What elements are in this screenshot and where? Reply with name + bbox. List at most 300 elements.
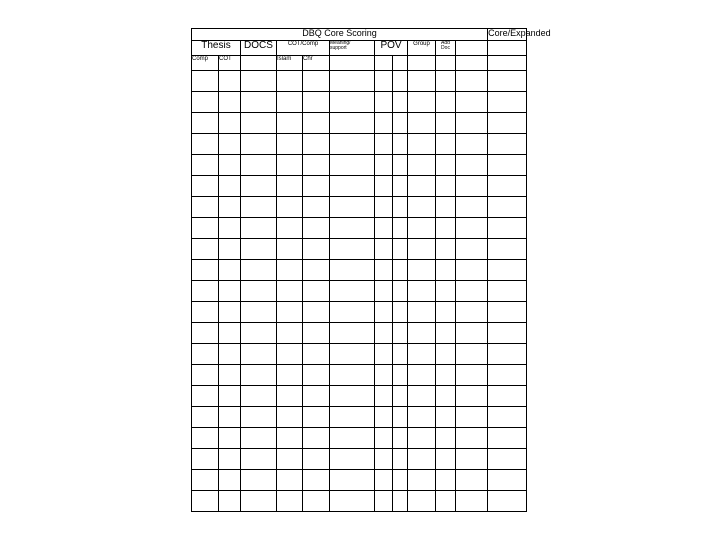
score-cell[interactable] xyxy=(393,344,408,365)
score-cell[interactable] xyxy=(488,92,527,113)
score-cell[interactable] xyxy=(241,407,277,428)
score-cell[interactable] xyxy=(393,302,408,323)
score-cell[interactable] xyxy=(277,386,303,407)
score-cell[interactable] xyxy=(303,92,330,113)
score-cell[interactable] xyxy=(436,491,456,512)
score-cell[interactable] xyxy=(303,428,330,449)
score-cell[interactable] xyxy=(456,197,488,218)
score-cell[interactable] xyxy=(192,281,219,302)
score-cell[interactable] xyxy=(393,155,408,176)
score-cell[interactable] xyxy=(393,92,408,113)
score-cell[interactable] xyxy=(219,239,241,260)
score-cell[interactable] xyxy=(192,428,219,449)
score-cell[interactable] xyxy=(241,176,277,197)
score-cell[interactable] xyxy=(192,260,219,281)
score-cell[interactable] xyxy=(456,176,488,197)
score-cell[interactable] xyxy=(219,365,241,386)
meaning-support-line1: Meaning/ xyxy=(330,40,351,46)
score-cell[interactable] xyxy=(277,344,303,365)
score-cell[interactable] xyxy=(330,449,375,470)
score-cell[interactable] xyxy=(456,386,488,407)
score-cell[interactable] xyxy=(330,407,375,428)
group-header: Group xyxy=(408,41,436,56)
score-cell[interactable] xyxy=(436,197,456,218)
add-doc-line2: Doc xyxy=(441,45,450,51)
score-cell[interactable] xyxy=(456,281,488,302)
score-cell[interactable] xyxy=(393,428,408,449)
score-row xyxy=(192,302,527,323)
score-cell[interactable] xyxy=(436,218,456,239)
score-cell[interactable] xyxy=(375,407,393,428)
score-cell[interactable] xyxy=(488,197,527,218)
score-cell[interactable] xyxy=(375,323,393,344)
score-cell[interactable] xyxy=(219,197,241,218)
score-cell[interactable] xyxy=(241,449,277,470)
score-cell[interactable] xyxy=(219,134,241,155)
score-cell[interactable] xyxy=(241,281,277,302)
score-cell[interactable] xyxy=(436,428,456,449)
score-cell[interactable] xyxy=(408,407,436,428)
score-cell[interactable] xyxy=(241,323,277,344)
score-cell[interactable] xyxy=(277,491,303,512)
score-cell[interactable] xyxy=(219,344,241,365)
score-cell[interactable] xyxy=(219,428,241,449)
score-cell[interactable] xyxy=(375,470,393,491)
score-cell[interactable] xyxy=(219,113,241,134)
score-cell[interactable] xyxy=(375,113,393,134)
add-doc-line1: Add xyxy=(441,40,450,46)
score-cell[interactable] xyxy=(393,281,408,302)
score-cell[interactable] xyxy=(330,71,375,92)
subheader-empty-cell xyxy=(375,56,393,71)
score-cell[interactable] xyxy=(241,239,277,260)
score-cell[interactable] xyxy=(408,470,436,491)
score-cell[interactable] xyxy=(488,260,527,281)
chr-subheader: Chr xyxy=(303,56,330,71)
score-cell[interactable] xyxy=(277,134,303,155)
score-cell[interactable] xyxy=(408,365,436,386)
score-cell[interactable] xyxy=(375,365,393,386)
score-cell[interactable] xyxy=(330,260,375,281)
score-cell[interactable] xyxy=(488,449,527,470)
score-row xyxy=(192,260,527,281)
docs-header: DOCS xyxy=(241,41,277,56)
score-cell[interactable] xyxy=(303,71,330,92)
score-cell[interactable] xyxy=(303,281,330,302)
score-cell[interactable] xyxy=(375,449,393,470)
score-cell[interactable] xyxy=(277,155,303,176)
score-cell[interactable] xyxy=(436,302,456,323)
score-cell[interactable] xyxy=(456,470,488,491)
score-cell[interactable] xyxy=(375,92,393,113)
subheader-empty-cell xyxy=(488,56,527,71)
score-cell[interactable] xyxy=(436,155,456,176)
score-cell[interactable] xyxy=(303,449,330,470)
score-cell[interactable] xyxy=(192,365,219,386)
add-doc-header xyxy=(436,41,456,56)
score-cell[interactable] xyxy=(408,491,436,512)
subheader-empty-cell xyxy=(456,56,488,71)
pov-header: POV xyxy=(375,41,408,56)
score-cell[interactable] xyxy=(219,260,241,281)
score-cell[interactable] xyxy=(436,71,456,92)
score-cell[interactable] xyxy=(192,323,219,344)
score-cell[interactable] xyxy=(393,239,408,260)
score-cell[interactable] xyxy=(375,260,393,281)
score-cell[interactable] xyxy=(277,113,303,134)
comp-subheader: Comp xyxy=(192,56,219,71)
score-cell[interactable] xyxy=(436,281,456,302)
score-cell[interactable] xyxy=(192,71,219,92)
score-cell[interactable] xyxy=(488,218,527,239)
score-cell[interactable] xyxy=(375,491,393,512)
score-cell[interactable] xyxy=(277,260,303,281)
score-cell[interactable] xyxy=(303,155,330,176)
score-cell[interactable] xyxy=(375,155,393,176)
score-row xyxy=(192,134,527,155)
score-cell[interactable] xyxy=(436,470,456,491)
score-cell[interactable] xyxy=(219,218,241,239)
score-cell[interactable] xyxy=(375,281,393,302)
subheader-row xyxy=(192,56,527,71)
score-cell[interactable] xyxy=(330,470,375,491)
score-cell[interactable] xyxy=(488,491,527,512)
score-cell[interactable] xyxy=(241,155,277,176)
score-row xyxy=(192,344,527,365)
score-cell[interactable] xyxy=(393,323,408,344)
subheader-empty-cell xyxy=(241,56,277,71)
score-cell[interactable] xyxy=(241,302,277,323)
score-cell[interactable] xyxy=(303,407,330,428)
score-cell[interactable] xyxy=(192,197,219,218)
score-cell[interactable] xyxy=(375,239,393,260)
score-cell[interactable] xyxy=(192,92,219,113)
score-row xyxy=(192,218,527,239)
score-cell[interactable] xyxy=(241,491,277,512)
score-cell[interactable] xyxy=(303,365,330,386)
score-cell[interactable] xyxy=(488,365,527,386)
score-cell[interactable] xyxy=(456,449,488,470)
score-cell[interactable] xyxy=(393,197,408,218)
score-cell[interactable] xyxy=(436,449,456,470)
score-cell[interactable] xyxy=(456,155,488,176)
score-cell[interactable] xyxy=(393,386,408,407)
score-cell[interactable] xyxy=(303,323,330,344)
score-cell[interactable] xyxy=(436,113,456,134)
score-cell[interactable] xyxy=(408,134,436,155)
score-cell[interactable] xyxy=(488,239,527,260)
score-cell[interactable] xyxy=(330,281,375,302)
score-cell[interactable] xyxy=(241,428,277,449)
cot-subheader: COT xyxy=(219,56,241,71)
score-cell[interactable] xyxy=(375,428,393,449)
score-cell[interactable] xyxy=(408,113,436,134)
score-cell[interactable] xyxy=(277,470,303,491)
score-cell[interactable] xyxy=(436,323,456,344)
score-cell[interactable] xyxy=(436,239,456,260)
score-cell[interactable] xyxy=(192,239,219,260)
score-cell[interactable] xyxy=(488,71,527,92)
score-cell[interactable] xyxy=(277,365,303,386)
score-cell[interactable] xyxy=(192,470,219,491)
score-cell[interactable] xyxy=(277,281,303,302)
score-row xyxy=(192,323,527,344)
score-cell[interactable] xyxy=(277,71,303,92)
score-cell[interactable] xyxy=(330,386,375,407)
score-cell[interactable] xyxy=(241,71,277,92)
score-cell[interactable] xyxy=(219,155,241,176)
score-cell[interactable] xyxy=(393,407,408,428)
subheader-empty-cell xyxy=(436,56,456,71)
score-cell[interactable] xyxy=(456,323,488,344)
score-cell[interactable] xyxy=(241,92,277,113)
score-cell[interactable] xyxy=(241,470,277,491)
score-cell[interactable] xyxy=(303,491,330,512)
score-cell[interactable] xyxy=(408,239,436,260)
score-cell[interactable] xyxy=(408,302,436,323)
score-cell[interactable] xyxy=(192,407,219,428)
score-cell[interactable] xyxy=(277,449,303,470)
score-cell[interactable] xyxy=(488,134,527,155)
score-cell[interactable] xyxy=(219,176,241,197)
score-cell[interactable] xyxy=(436,386,456,407)
score-row xyxy=(192,470,527,491)
thesis-header: Thesis xyxy=(192,41,241,56)
score-cell[interactable] xyxy=(330,92,375,113)
score-cell[interactable] xyxy=(277,239,303,260)
score-cell[interactable] xyxy=(456,71,488,92)
score-cell[interactable] xyxy=(192,302,219,323)
score-cell[interactable] xyxy=(219,281,241,302)
score-row xyxy=(192,428,527,449)
score-cell[interactable] xyxy=(488,344,527,365)
score-cell[interactable] xyxy=(192,218,219,239)
score-cell[interactable] xyxy=(408,71,436,92)
score-cell[interactable] xyxy=(303,239,330,260)
score-cell[interactable] xyxy=(330,134,375,155)
subheader-empty-cell xyxy=(408,56,436,71)
score-cell[interactable] xyxy=(408,323,436,344)
score-cell[interactable] xyxy=(456,218,488,239)
score-cell[interactable] xyxy=(393,491,408,512)
score-cell[interactable] xyxy=(303,344,330,365)
score-cell[interactable] xyxy=(277,218,303,239)
score-cell[interactable] xyxy=(219,491,241,512)
score-cell[interactable] xyxy=(456,260,488,281)
score-cell[interactable] xyxy=(330,218,375,239)
score-cell[interactable] xyxy=(488,113,527,134)
score-cell[interactable] xyxy=(303,260,330,281)
score-cell[interactable] xyxy=(241,260,277,281)
score-cell[interactable] xyxy=(219,470,241,491)
score-cell[interactable] xyxy=(219,386,241,407)
score-cell[interactable] xyxy=(488,302,527,323)
score-cell[interactable] xyxy=(303,176,330,197)
score-cell[interactable] xyxy=(330,197,375,218)
score-row xyxy=(192,197,527,218)
score-cell[interactable] xyxy=(241,344,277,365)
score-cell[interactable] xyxy=(219,323,241,344)
score-cell[interactable] xyxy=(393,176,408,197)
score-cell[interactable] xyxy=(241,197,277,218)
score-cell[interactable] xyxy=(241,386,277,407)
core-expanded-title: Core/Expanded xyxy=(488,29,527,41)
subheader-empty-cell xyxy=(393,56,408,71)
score-cell[interactable] xyxy=(277,428,303,449)
score-cell[interactable] xyxy=(303,470,330,491)
score-cell[interactable] xyxy=(192,386,219,407)
score-row xyxy=(192,386,527,407)
score-cell[interactable] xyxy=(393,449,408,470)
score-cell[interactable] xyxy=(456,92,488,113)
table-title: DBQ Core Scoring xyxy=(192,29,488,41)
score-cell[interactable] xyxy=(393,134,408,155)
score-cell[interactable] xyxy=(192,344,219,365)
score-cell[interactable] xyxy=(375,218,393,239)
score-cell[interactable] xyxy=(375,197,393,218)
score-cell[interactable] xyxy=(330,155,375,176)
score-cell[interactable] xyxy=(219,92,241,113)
score-row xyxy=(192,155,527,176)
score-cell[interactable] xyxy=(393,260,408,281)
score-row xyxy=(192,176,527,197)
score-cell[interactable] xyxy=(436,260,456,281)
score-cell[interactable] xyxy=(330,239,375,260)
score-row xyxy=(192,71,527,92)
score-cell[interactable] xyxy=(241,134,277,155)
score-cell[interactable] xyxy=(436,92,456,113)
score-row xyxy=(192,491,527,512)
score-cell[interactable] xyxy=(488,323,527,344)
score-cell[interactable] xyxy=(408,218,436,239)
score-cell[interactable] xyxy=(456,302,488,323)
score-cell[interactable] xyxy=(241,365,277,386)
score-cell[interactable] xyxy=(408,197,436,218)
header-row xyxy=(192,41,527,56)
score-cell[interactable] xyxy=(456,344,488,365)
score-cell[interactable] xyxy=(192,155,219,176)
score-cell[interactable] xyxy=(375,176,393,197)
score-cell[interactable] xyxy=(456,407,488,428)
score-cell[interactable] xyxy=(192,113,219,134)
score-cell[interactable] xyxy=(436,407,456,428)
score-cell[interactable] xyxy=(436,176,456,197)
score-cell[interactable] xyxy=(192,491,219,512)
score-cell[interactable] xyxy=(303,386,330,407)
score-cell[interactable] xyxy=(330,365,375,386)
score-cell[interactable] xyxy=(393,365,408,386)
score-cell[interactable] xyxy=(241,113,277,134)
score-cell[interactable] xyxy=(393,218,408,239)
title-row xyxy=(192,29,527,41)
score-cell[interactable] xyxy=(488,428,527,449)
score-cell[interactable] xyxy=(241,218,277,239)
score-cell[interactable] xyxy=(192,176,219,197)
score-cell[interactable] xyxy=(219,407,241,428)
score-cell[interactable] xyxy=(375,386,393,407)
dbq-scoring-table xyxy=(191,28,551,512)
score-cell[interactable] xyxy=(488,386,527,407)
score-cell[interactable] xyxy=(219,71,241,92)
score-cell[interactable] xyxy=(488,470,527,491)
score-cell[interactable] xyxy=(303,134,330,155)
score-cell[interactable] xyxy=(192,449,219,470)
score-cell[interactable] xyxy=(408,281,436,302)
score-row xyxy=(192,92,527,113)
score-cell[interactable] xyxy=(436,365,456,386)
score-cell[interactable] xyxy=(330,113,375,134)
score-cell[interactable] xyxy=(408,92,436,113)
score-cell[interactable] xyxy=(456,239,488,260)
score-cell[interactable] xyxy=(393,71,408,92)
score-cell[interactable] xyxy=(436,134,456,155)
score-cell[interactable] xyxy=(393,113,408,134)
score-cell[interactable] xyxy=(408,449,436,470)
score-cell[interactable] xyxy=(330,428,375,449)
score-cell[interactable] xyxy=(375,134,393,155)
score-cell[interactable] xyxy=(277,176,303,197)
score-cell[interactable] xyxy=(408,260,436,281)
score-cell[interactable] xyxy=(393,470,408,491)
score-cell[interactable] xyxy=(488,155,527,176)
score-cell[interactable] xyxy=(277,197,303,218)
subheader-empty-cell xyxy=(330,56,375,71)
score-cell[interactable] xyxy=(330,491,375,512)
score-row xyxy=(192,113,527,134)
score-cell[interactable] xyxy=(192,134,219,155)
score-cell[interactable] xyxy=(456,491,488,512)
score-cell[interactable] xyxy=(375,344,393,365)
score-row xyxy=(192,239,527,260)
score-cell[interactable] xyxy=(330,302,375,323)
header-empty-cell xyxy=(488,41,527,56)
score-cell[interactable] xyxy=(488,176,527,197)
score-cell[interactable] xyxy=(456,113,488,134)
score-cell[interactable] xyxy=(375,302,393,323)
score-cell[interactable] xyxy=(408,344,436,365)
score-cell[interactable] xyxy=(277,302,303,323)
score-cell[interactable] xyxy=(456,134,488,155)
score-row xyxy=(192,281,527,302)
score-cell[interactable] xyxy=(408,428,436,449)
scoring-sheet xyxy=(191,28,551,515)
meaning-support-header xyxy=(330,41,375,56)
score-cell[interactable] xyxy=(219,302,241,323)
score-cell[interactable] xyxy=(408,386,436,407)
score-cell[interactable] xyxy=(456,428,488,449)
score-cell[interactable] xyxy=(330,344,375,365)
score-cell[interactable] xyxy=(375,71,393,92)
score-cell[interactable] xyxy=(488,281,527,302)
score-cell[interactable] xyxy=(219,449,241,470)
score-cell[interactable] xyxy=(408,155,436,176)
score-cell[interactable] xyxy=(277,323,303,344)
score-cell[interactable] xyxy=(488,407,527,428)
score-cell[interactable] xyxy=(303,218,330,239)
header-empty-cell xyxy=(456,41,488,56)
meaning-support-line2: support xyxy=(330,45,347,51)
score-cell[interactable] xyxy=(456,365,488,386)
score-cell[interactable] xyxy=(408,176,436,197)
score-cell[interactable] xyxy=(330,323,375,344)
score-cell[interactable] xyxy=(436,344,456,365)
score-cell[interactable] xyxy=(277,92,303,113)
score-cell[interactable] xyxy=(303,197,330,218)
score-cell[interactable] xyxy=(303,113,330,134)
score-cell[interactable] xyxy=(330,176,375,197)
score-cell[interactable] xyxy=(303,302,330,323)
score-cell[interactable] xyxy=(277,407,303,428)
